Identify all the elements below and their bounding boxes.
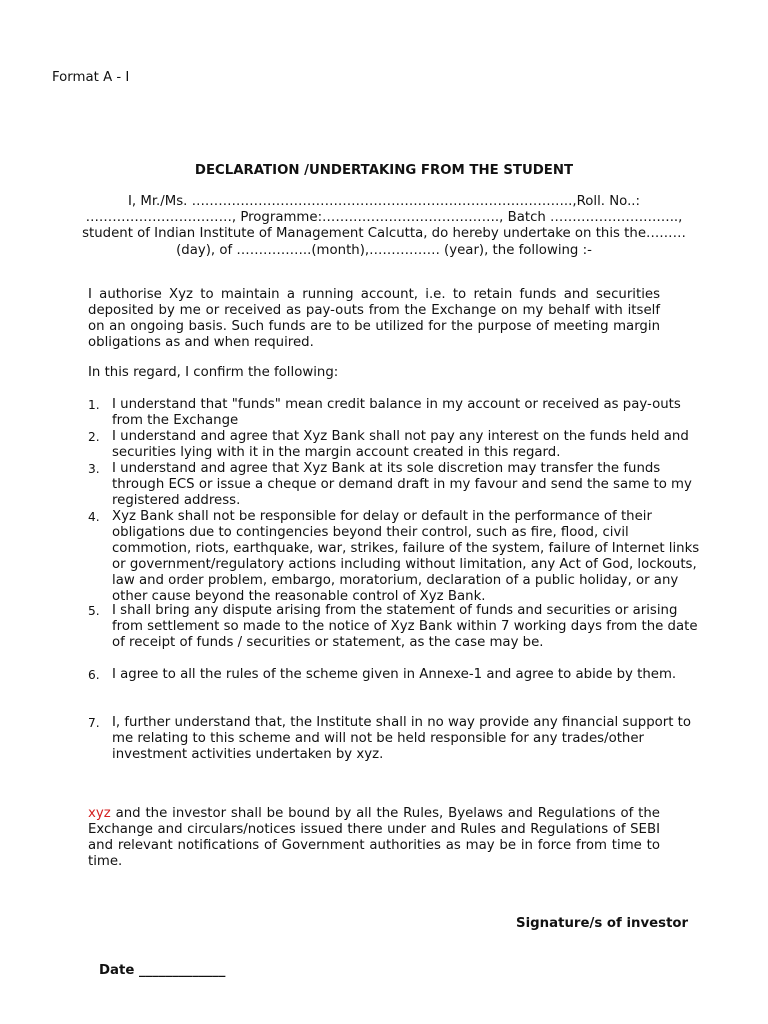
signature-label: Signature/s of investor bbox=[516, 916, 689, 931]
intro-line: student of Indian Institute of Management Calcutta, do hereby undertake on this the……… bbox=[82, 226, 686, 242]
list-text: I understand that "funds" mean credit balance in my account or received as pay-outs from the Exchange bbox=[112, 397, 681, 428]
list-text: Xyz Bank shall not be responsible for delay or default in the performance of their obligations due to contingencies beyond their control, such as fire, flood, civil commotion, riots, earthquake, war, strikes, failure of the system, failure of Internet links or government/regulatory actions including without limitation, any Act of God, lockouts, law and order problem, embargo, moratorium, declaration of a public holiday, or any other cause beyond the reasonable control of Xyz Bank. bbox=[112, 509, 700, 604]
intro-line: I, Mr./Ms. …………………………………………………………………………..,Roll. No..: bbox=[127, 194, 641, 209]
intro-line: ……………………………, Programme:…………………………………., Batch ……………………….., bbox=[85, 210, 683, 226]
page-title: DECLARATION /UNDERTAKING FROM THE STUDENT bbox=[194, 163, 574, 178]
list-number: 3. bbox=[88, 462, 100, 476]
list-text: I, further understand that, the Institute shall in no way provide any financial support to me relating to this scheme and will not be held responsible for any trades/other investment activities undertaken by xyz. bbox=[112, 715, 692, 762]
list-text: I understand and agree that Xyz Bank shall not pay any interest on the funds held and securities lying with it in the margin account created in this regard. bbox=[112, 429, 689, 460]
list-text: I understand and agree that Xyz Bank at its sole discretion may transfer the funds through ECS or issue a cheque or demand draft in my favour and send the same to my registered address. bbox=[112, 461, 692, 508]
list-number: 6. bbox=[88, 668, 100, 682]
list-text: I shall bring any dispute arising from the statement of funds and securities or arising from settlement so made to the notice of Xyz Bank within 7 working days from the date of receipt of funds / securities or statement, as the case may be. bbox=[112, 603, 698, 650]
highlight-text: xyz bbox=[88, 806, 111, 821]
date-label: Date _____________ bbox=[99, 963, 226, 978]
list-number: 1. bbox=[88, 398, 100, 412]
intro-line: (day), of ……………..(month),……………. (year), the following :- bbox=[176, 242, 592, 258]
list-text: I agree to all the rules of the scheme given in Annexe-1 and agree to abide by them. bbox=[112, 667, 677, 682]
confirm-heading: In this regard, I confirm the following: bbox=[88, 365, 339, 380]
closing-paragraph bbox=[88, 806, 660, 870]
list-number: 7. bbox=[88, 716, 100, 730]
closing-text: and the investor shall be bound by all the Rules, Byelaws and Regulations of the Exchange and circulars/notices issued there under and Rules and Regulations of SEBI and relevant notifications of Government authorities as may be in force from time to time. bbox=[88, 806, 660, 869]
intro-block bbox=[52, 194, 716, 259]
list-number: 5. bbox=[88, 604, 100, 618]
authorisation-paragraph: I authorise Xyz to maintain a running account, i.e. to retain funds and securities deposited by me or received as pay-outs from the Exchange on my behalf with itself on an ongoing basis. Such funds are to be utilized for the purpose of meeting margin obligations as and when required. bbox=[88, 287, 660, 350]
list-number: 4. bbox=[88, 510, 100, 524]
list-number: 2. bbox=[88, 430, 100, 444]
format-label: Format A - I bbox=[52, 70, 130, 85]
